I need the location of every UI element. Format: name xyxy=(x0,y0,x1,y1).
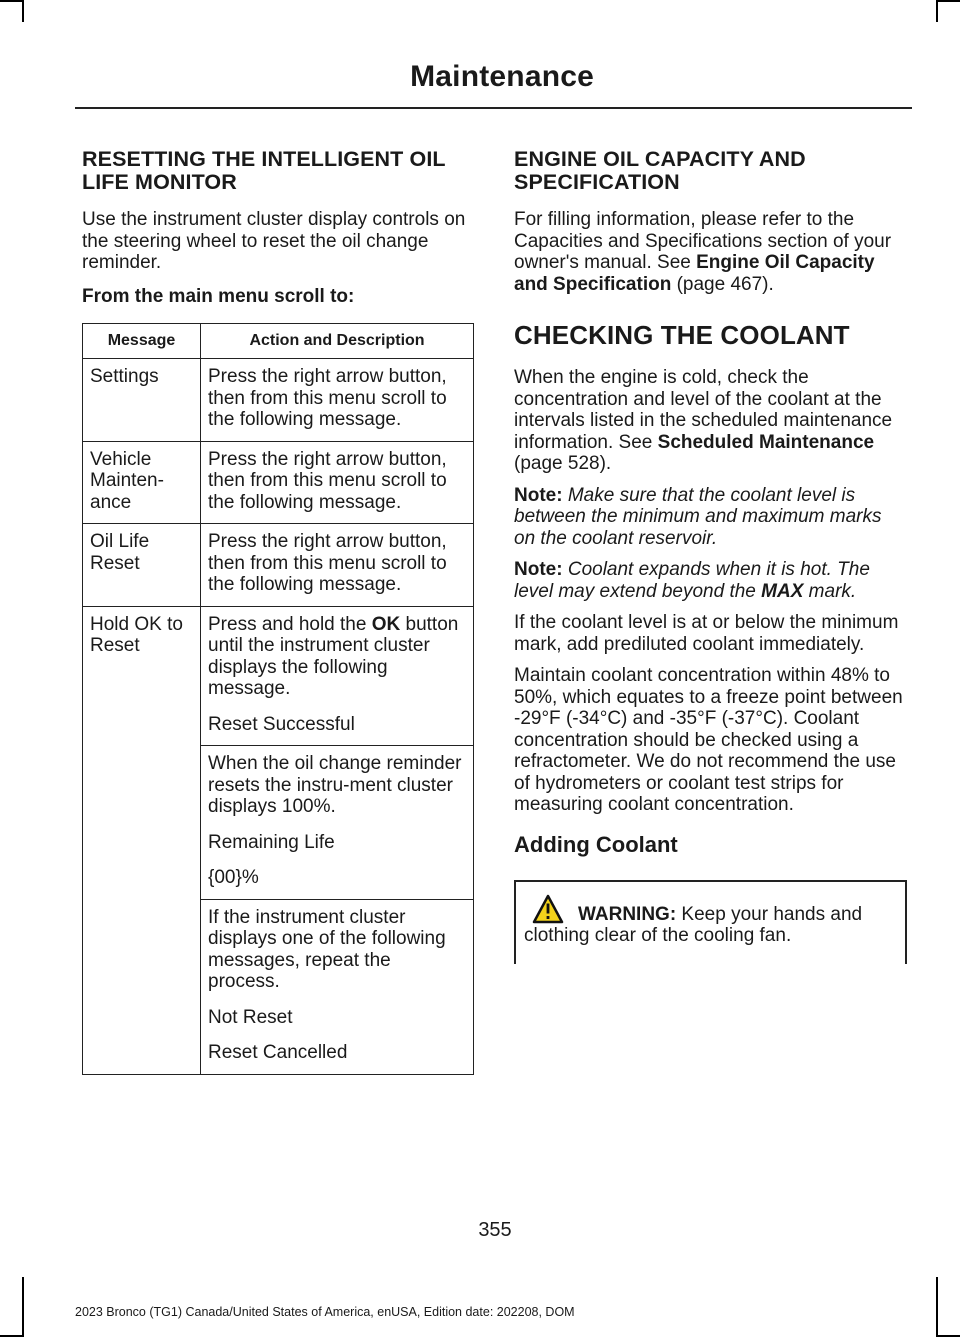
crop-mark xyxy=(22,0,24,22)
right-column xyxy=(514,148,907,964)
page-header xyxy=(75,60,912,109)
action-cell xyxy=(201,606,474,746)
paragraph-text: For filling information, please refer to the Capacities and Specifications section of your owner's manual. See xyxy=(514,209,892,273)
table-header-row xyxy=(83,324,474,359)
crop-mark xyxy=(22,1277,24,1337)
section-heading: CHECKING THE COOLANT xyxy=(514,320,850,350)
edition-footer: 2023 Bronco (TG1) Canada/United States of America, enUSA, Edition date: 202208, DOM xyxy=(75,1305,575,1319)
action-cell xyxy=(201,359,474,442)
display-message: Reset Successful xyxy=(208,713,355,735)
action-text: Press the right arrow button, then from this menu scroll to the following message. xyxy=(208,531,447,595)
action-cell xyxy=(201,441,474,524)
display-message: Reset Cancelled xyxy=(208,1042,348,1063)
subsection-heading: Adding Coolant xyxy=(514,831,678,857)
coolant-check-paragraph xyxy=(514,367,907,475)
action-text: Press the right arrow button, then from this menu scroll to the following message. xyxy=(208,366,447,430)
action-cell xyxy=(201,746,474,900)
message-cell xyxy=(83,441,201,524)
note-text: Make sure that the coolant level is between the minimum and maximum marks on the coolant reservoir. xyxy=(514,484,882,549)
note-label: Note: xyxy=(514,559,563,580)
crop-mark xyxy=(0,0,22,2)
warning-text xyxy=(524,894,895,947)
message-cell xyxy=(83,524,201,607)
note-text-part: mark. xyxy=(803,580,857,602)
crop-mark xyxy=(936,1277,938,1337)
display-message: Not Reset xyxy=(208,1006,293,1028)
section-heading: RESETTING THE INTELLIGENT OIL LIFE MONITOR xyxy=(82,147,446,194)
ok-label: OK xyxy=(371,613,401,635)
warning-triangle-icon xyxy=(532,894,576,924)
warning-body: Keep your hands and clothing clear of the cooling fan. xyxy=(524,903,863,946)
cross-reference-link[interactable]: Engine Oil Capacity and Specification xyxy=(514,252,875,295)
coolant-concentration-paragraph: Maintain coolant concentration within 48% to 50%, which equates to a freeze point between -29°F (-34°C) and -35°F (-37°C). Coolant concentration should be checked using a refractometer. We do not recommend the use of hydrometers or coolant test strips for measuring coolant concentration. xyxy=(514,665,903,815)
page-title: Maintenance xyxy=(410,60,594,93)
crop-mark xyxy=(936,0,938,22)
intro-paragraph: Use the instrument cluster display controls on the steering wheel to reset the oil change reminder. xyxy=(82,209,466,273)
column-header-action: Action and Description xyxy=(201,324,474,359)
column-header-message: Message xyxy=(83,324,201,359)
cross-reference-link[interactable]: Scheduled Maintenance xyxy=(657,431,875,453)
message-cell: Settings xyxy=(83,359,201,442)
action-text-part: Press and hold the xyxy=(208,613,372,635)
section-heading: ENGINE OIL CAPACITY AND SPECIFICATION xyxy=(514,147,806,194)
note xyxy=(514,485,907,550)
action-text-part: button until the instrument cluster displays the following message. xyxy=(208,613,459,699)
note-text-part: Coolant expands when it is hot. The level may extend beyond the xyxy=(514,559,870,602)
display-message: Remaining Life xyxy=(208,831,335,853)
page-reference: (page 467). xyxy=(671,273,774,295)
note xyxy=(514,559,907,602)
table-row xyxy=(83,359,474,442)
message-text: Vehicle Mainten-ance xyxy=(90,448,164,513)
reset-steps-table xyxy=(82,323,474,1075)
note-label: Note: xyxy=(514,484,563,506)
action-text: If the instrument cluster displays one of the following messages, repeat the process. xyxy=(208,906,446,992)
table-row xyxy=(83,524,474,607)
action-cell xyxy=(201,899,474,1074)
table-row xyxy=(83,606,474,746)
note-text xyxy=(514,559,870,602)
oil-capacity-paragraph xyxy=(514,209,907,295)
action-cell xyxy=(201,524,474,607)
left-column xyxy=(82,148,474,1075)
action-text xyxy=(208,614,467,700)
action-text: When the oil change reminder resets the instru-ment cluster displays 100%. xyxy=(208,753,462,817)
warning-box xyxy=(514,880,907,964)
action-text: Press the right arrow button, then from this menu scroll to the following message. xyxy=(208,448,447,513)
max-mark-label: MAX xyxy=(761,580,804,602)
warning-label: WARNING: xyxy=(578,903,677,925)
display-message: {00}% xyxy=(208,867,259,888)
crop-mark xyxy=(938,0,960,2)
message-text: Oil Life Reset xyxy=(90,531,150,574)
table-lead-in: From the main menu scroll to: xyxy=(82,285,355,307)
table-row xyxy=(83,441,474,524)
message-cell: Hold OK to Reset xyxy=(83,606,201,1074)
page-reference: (page 528). xyxy=(514,453,612,474)
page-number: 355 xyxy=(478,1219,512,1241)
paragraph-text: When the engine is cold, check the concentration and level of the coolant at the intervals listed in the scheduled maintenance information. See xyxy=(514,367,893,453)
coolant-level-paragraph: If the coolant level is at or below the minimum mark, add prediluted coolant immediately. xyxy=(514,612,899,655)
